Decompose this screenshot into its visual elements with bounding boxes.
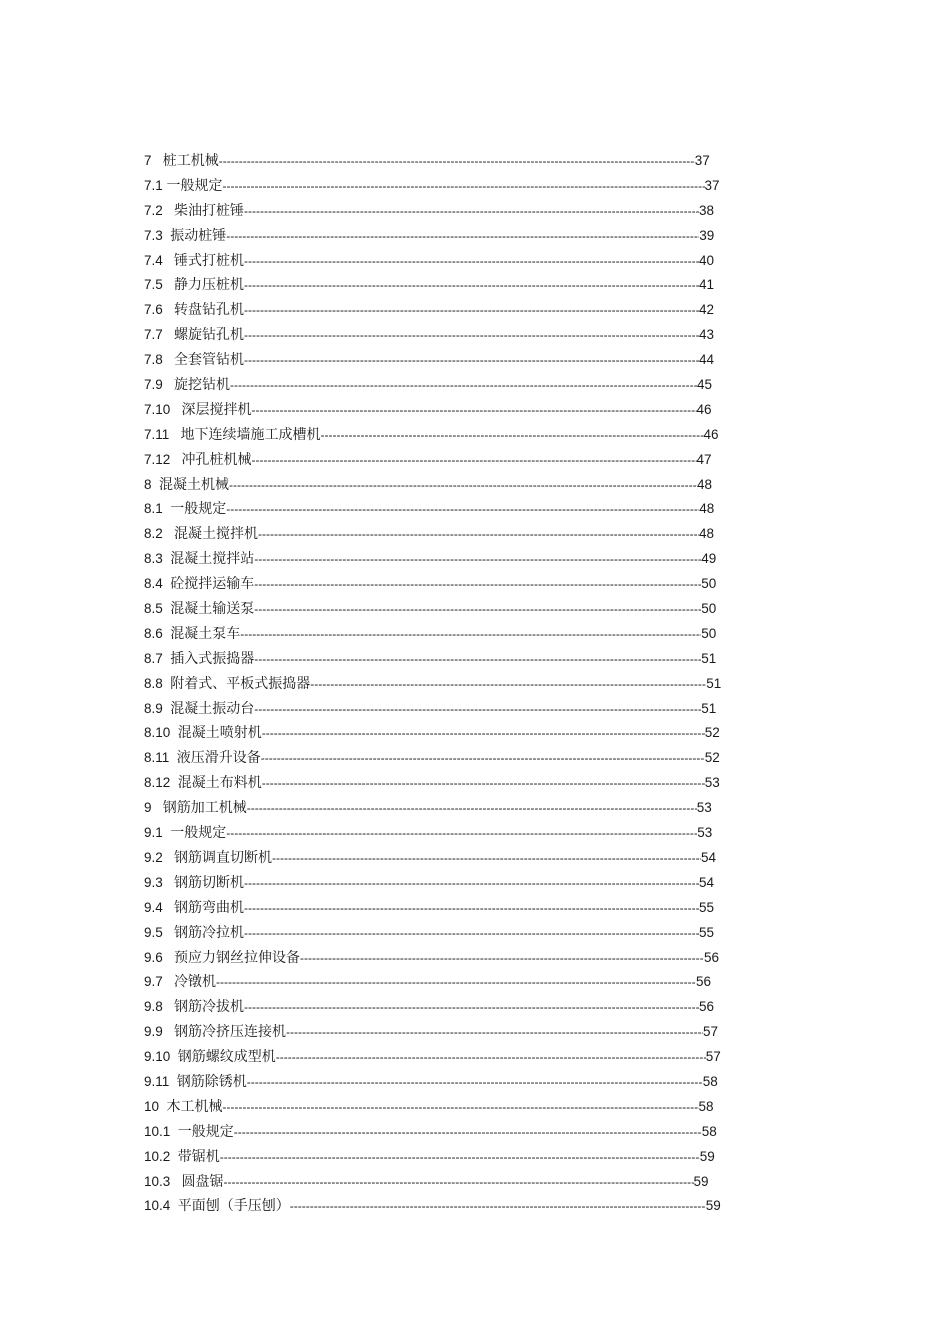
- toc-dot-leader: [244, 249, 699, 274]
- toc-entry-title: 钢筋加工机械: [162, 800, 247, 817]
- toc-entry-number: 7.4: [144, 252, 175, 268]
- toc-dot-leader: [244, 348, 699, 373]
- toc-entry-title: 混凝土搅拌机: [174, 526, 259, 543]
- toc-entry-number: 9.10: [144, 1049, 178, 1065]
- toc-entry-number: 9.3: [144, 874, 175, 890]
- toc-entry-number: 10.4: [144, 1198, 178, 1214]
- toc-entry[interactable]: [144, 796, 744, 821]
- toc-entry-title: 振动桩锤: [170, 227, 227, 244]
- toc-dot-leader: [247, 796, 697, 821]
- toc-entry-title: 带锯机: [177, 1148, 220, 1165]
- toc-entry-number: 8.9: [144, 700, 171, 716]
- toc-entry-number: 8.2: [144, 526, 175, 542]
- toc-entry-number: 7: [144, 153, 163, 168]
- toc-entry-page: 54: [701, 849, 717, 865]
- toc-entry-page: 58: [701, 1123, 717, 1139]
- toc-entry-number: 10.1: [144, 1123, 178, 1139]
- toc-entry-number: 7.9: [144, 377, 175, 393]
- toc-dot-leader: [254, 697, 701, 722]
- toc-entry-title: 一般规定: [166, 177, 223, 194]
- toc-entry-number: 7.11: [144, 426, 181, 442]
- toc-entry-page: 46: [696, 401, 712, 417]
- toc-entry-page: 51: [706, 675, 722, 691]
- toc-entry-number: 7.8: [144, 352, 175, 368]
- toc-entry-page: 37: [694, 153, 710, 168]
- toc-dot-leader: [244, 921, 699, 946]
- toc-entry[interactable]: [144, 1120, 744, 1145]
- toc-entry-page: 38: [699, 202, 715, 218]
- toc-dot-leader: [244, 323, 699, 348]
- toc-entry-title: 桩工机械: [162, 153, 219, 169]
- toc-entry-title: 平面刨（手压刨）: [177, 1198, 290, 1215]
- toc-entry[interactable]: [144, 622, 744, 647]
- toc-dot-leader: [244, 896, 699, 921]
- toc-dot-leader: [262, 771, 705, 796]
- toc-entry-page: 58: [698, 1098, 714, 1114]
- toc-entry-title: 钢筋冷拔机: [174, 999, 245, 1016]
- toc-entry-number: 9.11: [144, 1073, 177, 1089]
- toc-entry-title: 钢筋冷拉机: [174, 924, 245, 941]
- toc-entry-page: 45: [697, 377, 713, 393]
- toc-entry-number: 8.12: [144, 775, 178, 791]
- toc-entry-page: 58: [702, 1073, 718, 1089]
- toc-entry[interactable]: [144, 1194, 744, 1219]
- toc-entry-page: 46: [703, 426, 719, 442]
- toc-entry-page: 41: [699, 277, 715, 293]
- toc-entry[interactable]: [144, 846, 744, 871]
- toc-entry-page: 50: [701, 576, 717, 592]
- toc-dot-leader: [216, 970, 696, 995]
- toc-entry-number: 8.10: [144, 725, 178, 741]
- toc-dot-leader: [272, 846, 701, 871]
- toc-entry-page: 48: [699, 526, 715, 542]
- toc-dot-leader: [244, 995, 699, 1020]
- toc-entry[interactable]: [144, 597, 744, 622]
- toc-entry-number: 9.6: [144, 949, 175, 965]
- toc-dot-leader: [244, 298, 699, 323]
- table-of-contents: [144, 149, 744, 1219]
- toc-entry[interactable]: [144, 149, 744, 174]
- toc-entry-page: 56: [699, 999, 715, 1015]
- toc-entry-number: 10: [144, 1098, 167, 1114]
- toc-entry-number: 8: [144, 476, 160, 492]
- toc-entry-title: 钢筋弯曲机: [174, 899, 245, 916]
- toc-entry[interactable]: [144, 746, 744, 771]
- toc-entry[interactable]: [144, 497, 744, 522]
- toc-entry-number: 7.12: [144, 451, 182, 467]
- toc-entry-page: 48: [697, 476, 713, 492]
- toc-dot-leader: [321, 423, 704, 448]
- toc-entry-page: 57: [703, 1024, 719, 1040]
- toc-dot-leader: [258, 522, 699, 547]
- toc-entry-number: 9.5: [144, 924, 175, 940]
- toc-entry[interactable]: [144, 199, 744, 224]
- toc-entry[interactable]: [144, 1070, 744, 1095]
- toc-entry-number: 7.6: [144, 302, 175, 318]
- toc-entry[interactable]: [144, 821, 744, 846]
- toc-entry[interactable]: [144, 572, 744, 597]
- toc-entry-title: 钢筋螺纹成型机: [177, 1049, 276, 1066]
- toc-entry-title: 锤式打桩机: [174, 252, 245, 269]
- toc-entry[interactable]: [144, 348, 744, 373]
- toc-entry[interactable]: [144, 896, 744, 921]
- toc-entry-title: 深层搅拌机: [181, 401, 252, 418]
- toc-entry-page: 47: [696, 451, 712, 467]
- toc-dot-leader: [254, 597, 701, 622]
- toc-dot-leader: [223, 1095, 699, 1120]
- toc-entry-number: 7.5: [144, 277, 175, 293]
- toc-entry-title: 混凝土机械: [159, 476, 230, 493]
- toc-entry-page: 52: [704, 725, 720, 741]
- toc-entry-page: 51: [701, 650, 717, 666]
- toc-entry-title: 转盘钻孔机: [174, 302, 245, 319]
- toc-entry[interactable]: [144, 647, 744, 672]
- toc-entry-number: 8.3: [144, 551, 171, 567]
- toc-entry-title: 混凝土泵车: [170, 625, 241, 642]
- toc-entry-page: 43: [699, 327, 715, 343]
- toc-entry[interactable]: [144, 871, 744, 896]
- toc-dot-leader: [310, 672, 706, 697]
- toc-entry-title: 钢筋除锈机: [176, 1073, 247, 1090]
- toc-entry-title: 混凝土布料机: [177, 775, 262, 792]
- toc-entry-page: 53: [704, 775, 720, 791]
- toc-entry-title: 旋挖钻机: [174, 377, 231, 394]
- toc-entry-page: 55: [699, 899, 715, 915]
- toc-entry[interactable]: [144, 298, 744, 323]
- toc-entry[interactable]: [144, 547, 744, 572]
- toc-entry-number: 9.1: [144, 825, 171, 841]
- toc-dot-leader: [254, 647, 701, 672]
- toc-entry-page: 53: [697, 825, 713, 841]
- toc-entry-number: 8.11: [144, 750, 177, 766]
- toc-entry-title: 混凝土振动台: [170, 700, 255, 717]
- toc-entry-title: 砼搅拌运输车: [170, 576, 255, 593]
- toc-entry-number: 7.7: [144, 327, 175, 343]
- toc-entry-page: 59: [705, 1198, 721, 1214]
- toc-entry-page: 40: [699, 252, 715, 268]
- toc-entry-page: 42: [699, 302, 715, 318]
- toc-entry-number: 7.1: [144, 177, 167, 193]
- toc-dot-leader: [223, 174, 705, 199]
- toc-entry[interactable]: [144, 249, 744, 274]
- toc-dot-leader: [226, 497, 699, 522]
- toc-entry[interactable]: [144, 174, 744, 199]
- toc-entry-number: 8.4: [144, 576, 171, 592]
- toc-entry-number: 7.10: [144, 401, 182, 417]
- toc-entry-title: 木工机械: [166, 1098, 223, 1115]
- toc-entry[interactable]: [144, 273, 744, 298]
- toc-entry-page: 44: [699, 352, 715, 368]
- toc-dot-leader: [290, 1194, 706, 1219]
- toc-dot-leader: [234, 1120, 702, 1145]
- toc-dot-leader: [261, 746, 705, 771]
- toc-entry-title: 冷镦机: [174, 974, 217, 991]
- toc-entry[interactable]: [144, 224, 744, 249]
- toc-entry-title: 液压滑升设备: [176, 750, 261, 767]
- toc-entry[interactable]: [144, 323, 744, 348]
- toc-entry-title: 一般规定: [177, 1123, 234, 1140]
- toc-entry-page: 50: [701, 601, 717, 617]
- toc-entry[interactable]: [144, 473, 744, 498]
- toc-entry-page: 54: [699, 874, 715, 890]
- toc-entry-number: 9.2: [144, 849, 175, 865]
- toc-dot-leader: [230, 373, 697, 398]
- toc-dot-leader: [254, 547, 701, 572]
- toc-entry-title: 混凝土喷射机: [177, 725, 262, 742]
- toc-entry-page: 48: [699, 501, 715, 517]
- toc-entry-number: 10.2: [144, 1148, 178, 1164]
- toc-entry-number: 9.4: [144, 899, 175, 915]
- toc-dot-leader: [286, 1020, 703, 1045]
- toc-entry-page: 51: [701, 700, 717, 716]
- toc-entry[interactable]: [144, 771, 744, 796]
- toc-entry[interactable]: [144, 448, 744, 473]
- toc-entry-page: 59: [699, 1148, 715, 1164]
- toc-entry-page: 50: [701, 625, 717, 641]
- toc-entry-title: 插入式振捣器: [170, 650, 255, 667]
- toc-entry-number: 9.9: [144, 1024, 175, 1040]
- toc-entry-title: 冲孔桩机械: [181, 451, 252, 468]
- toc-entry[interactable]: [144, 373, 744, 398]
- toc-entry[interactable]: [144, 522, 744, 547]
- toc-dot-leader: [229, 473, 697, 498]
- toc-dot-leader: [247, 1070, 703, 1095]
- toc-entry[interactable]: [144, 672, 744, 697]
- toc-entry[interactable]: [144, 1170, 744, 1195]
- toc-dot-leader: [224, 1170, 694, 1195]
- toc-dot-leader: [226, 821, 697, 846]
- toc-dot-leader: [240, 622, 701, 647]
- toc-entry-page: 49: [701, 551, 717, 567]
- toc-entry-page: 56: [696, 974, 712, 990]
- toc-entry-title: 混凝土搅拌站: [170, 551, 255, 568]
- toc-entry[interactable]: [144, 1095, 744, 1120]
- toc-entry-page: 57: [705, 1049, 721, 1065]
- toc-entry-page: 52: [704, 750, 720, 766]
- toc-entry[interactable]: [144, 697, 744, 722]
- toc-entry-title: 地下连续墙施工成槽机: [180, 426, 321, 443]
- toc-entry-page: 53: [696, 800, 712, 816]
- toc-entry[interactable]: [144, 921, 744, 946]
- toc-entry-number: 8.1: [144, 501, 171, 517]
- toc-entry-page: 39: [699, 227, 715, 243]
- toc-entry[interactable]: [144, 970, 744, 995]
- toc-dot-leader: [262, 721, 705, 746]
- toc-dot-leader: [220, 1145, 700, 1170]
- toc-dot-leader: [244, 273, 699, 298]
- toc-entry-title: 钢筋冷挤压连接机: [174, 1024, 287, 1041]
- toc-dot-leader: [244, 199, 699, 224]
- toc-entry[interactable]: [144, 1045, 744, 1070]
- toc-entry-number: 8.7: [144, 650, 171, 666]
- toc-entry-number: 9: [144, 800, 163, 816]
- toc-entry-title: 柴油打桩锤: [174, 202, 245, 219]
- toc-entry-title: 一般规定: [170, 825, 227, 842]
- toc-entry-title: 钢筋调直切断机: [174, 849, 273, 866]
- toc-entry-number: 8.5: [144, 601, 171, 617]
- toc-dot-leader: [219, 149, 695, 174]
- toc-entry[interactable]: [144, 1020, 744, 1045]
- toc-entry-page: 59: [693, 1173, 709, 1189]
- toc-entry[interactable]: [144, 1145, 744, 1170]
- toc-entry[interactable]: [144, 398, 744, 423]
- toc-entry-title: 钢筋切断机: [174, 874, 245, 891]
- toc-entry-number: 8.8: [144, 675, 171, 691]
- toc-entry-page: 56: [704, 949, 720, 965]
- toc-dot-leader: [226, 224, 699, 249]
- toc-entry-title: 静力压桩机: [174, 277, 245, 294]
- toc-entry-title: 全套管钻机: [174, 352, 245, 369]
- toc-dot-leader: [276, 1045, 706, 1070]
- toc-entry-title: 螺旋钻孔机: [174, 327, 245, 344]
- toc-dot-leader: [254, 572, 701, 597]
- toc-entry-page: 37: [704, 177, 720, 193]
- toc-entry-number: 7.3: [144, 227, 171, 243]
- toc-entry-number: 10.3: [144, 1173, 182, 1189]
- toc-dot-leader: [252, 398, 697, 423]
- toc-entry[interactable]: [144, 995, 744, 1020]
- toc-entry-title: 附着式、平板式振捣器: [170, 675, 311, 692]
- toc-dot-leader: [244, 871, 699, 896]
- toc-entry[interactable]: [144, 423, 744, 448]
- toc-entry-number: 9.8: [144, 999, 175, 1015]
- toc-entry[interactable]: [144, 946, 744, 971]
- toc-entry-number: 9.7: [144, 974, 175, 990]
- toc-entry-title: 预应力钢丝拉伸设备: [174, 949, 301, 966]
- toc-dot-leader: [300, 946, 704, 971]
- toc-entry[interactable]: [144, 721, 744, 746]
- toc-entry-number: 8.6: [144, 625, 171, 641]
- toc-entry-title: 一般规定: [170, 501, 227, 518]
- toc-entry-title: 圆盘锯: [181, 1173, 224, 1190]
- toc-entry-title: 混凝土输送泵: [170, 601, 255, 618]
- toc-entry-page: 55: [699, 924, 715, 940]
- toc-entry-number: 7.2: [144, 202, 175, 218]
- toc-dot-leader: [252, 448, 697, 473]
